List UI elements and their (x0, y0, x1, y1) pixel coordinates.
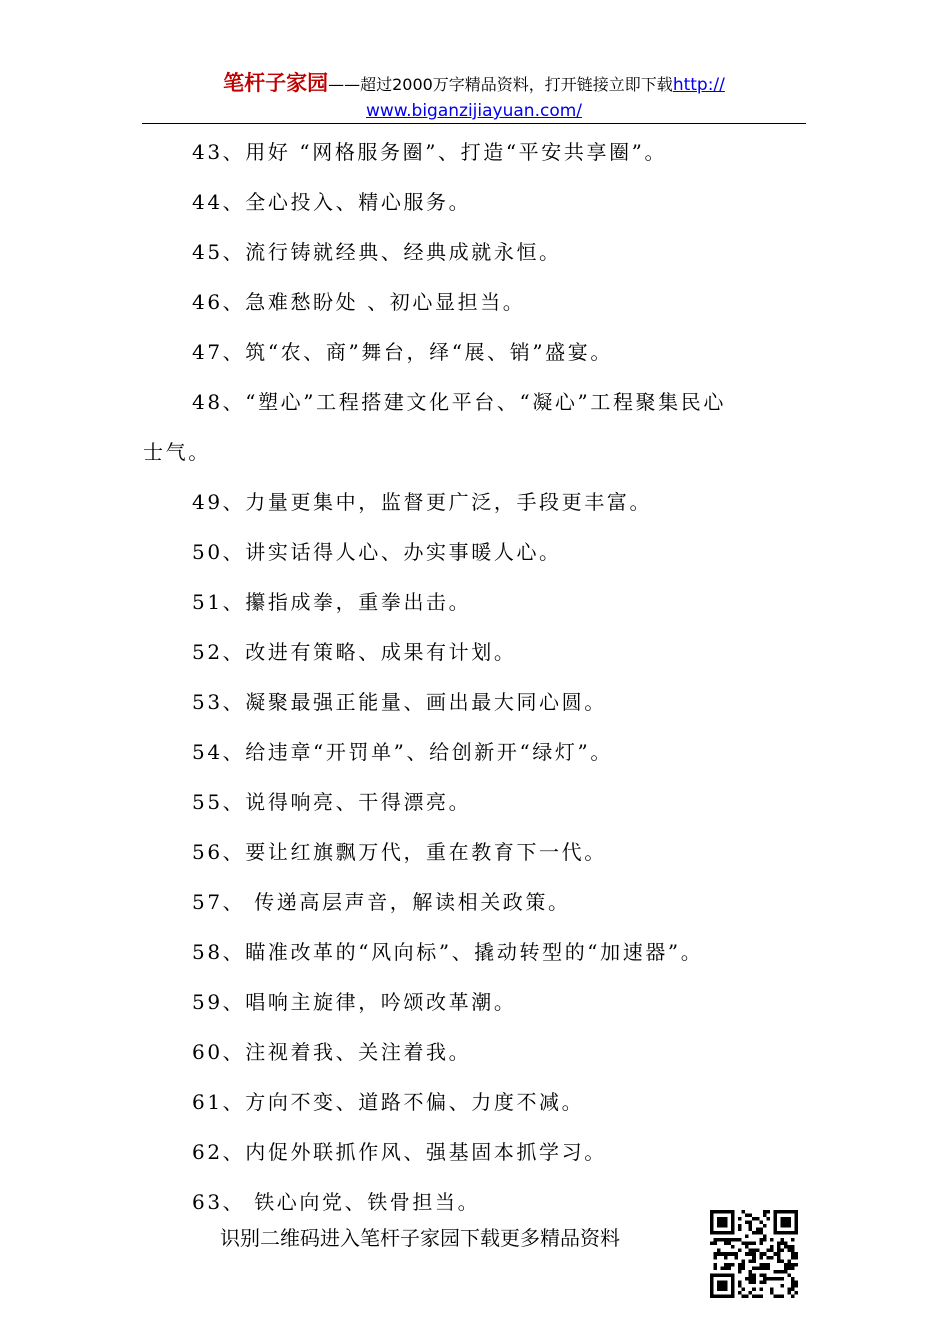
page-header (142, 70, 806, 124)
header-line-2 (142, 98, 806, 124)
list-item: 46、急难愁盼处 、初心显担当。 (192, 290, 526, 314)
list-item: 60、注视着我、关注着我。 (192, 1040, 472, 1064)
list-item: 61、方向不变、道路不偏、力度不减。 (192, 1090, 585, 1114)
download-link-part2[interactable]: www.biganzijiayuan.com/ (365, 101, 583, 121)
list-item: 62、内促外联抓作风、强基固本抓学习。 (192, 1140, 607, 1164)
download-link-part1[interactable]: http:// (672, 75, 725, 95)
qr-code-icon[interactable] (710, 1210, 798, 1298)
list-item: 54、给违章“开罚单”、给创新开“绿灯”。 (192, 740, 613, 764)
list-item: 52、改进有策略、成果有计划。 (192, 640, 517, 664)
brand-name: 笔杆子家园 (223, 71, 329, 95)
list-item: 49、力量更集中，监督更广泛，手段更丰富。 (192, 490, 653, 514)
list-item: 63、 铁心向党、铁骨担当。 (192, 1190, 481, 1214)
header-divider (142, 123, 806, 124)
header-tagline: ——超过2000万字精品资料，打开链接立即下载 (328, 75, 673, 94)
list-item: 45、流行铸就经典、经典成就永恒。 (192, 240, 562, 264)
list-item: 59、唱响主旋律，吟颂改革潮。 (192, 990, 517, 1014)
list-item: 44、全心投入、精心服务。 (192, 190, 472, 214)
list-item: 55、说得响亮、干得漂亮。 (192, 790, 472, 814)
list-item: 51、攥指成拳，重拳出击。 (192, 590, 472, 614)
list-item: 47、筑“农、商”舞台，绎“展、销”盛宴。 (192, 340, 613, 364)
footer-caption: 识别二维码进入笔杆子家园下载更多精品资料 (220, 1226, 620, 1250)
list-item: 53、凝聚最强正能量、画出最大同心圆。 (192, 690, 607, 714)
list-item: 士气。 (143, 440, 211, 464)
list-item: 50、讲实话得人心、办实事暖人心。 (192, 540, 562, 564)
header-line-1 (142, 70, 806, 98)
list-item: 48、“塑心”工程搭建文化平台、“凝心”工程聚集民心 (192, 390, 726, 414)
list-item: 57、 传递高层声音，解读相关政策。 (192, 890, 571, 914)
list-item: 56、要让红旗飘万代，重在教育下一代。 (192, 840, 607, 864)
list-item: 43、用好 “网格服务圈”、打造“平安共享圈”。 (192, 140, 668, 164)
list-item: 58、瞄准改革的“风向标”、撬动转型的“加速器”。 (192, 940, 704, 964)
